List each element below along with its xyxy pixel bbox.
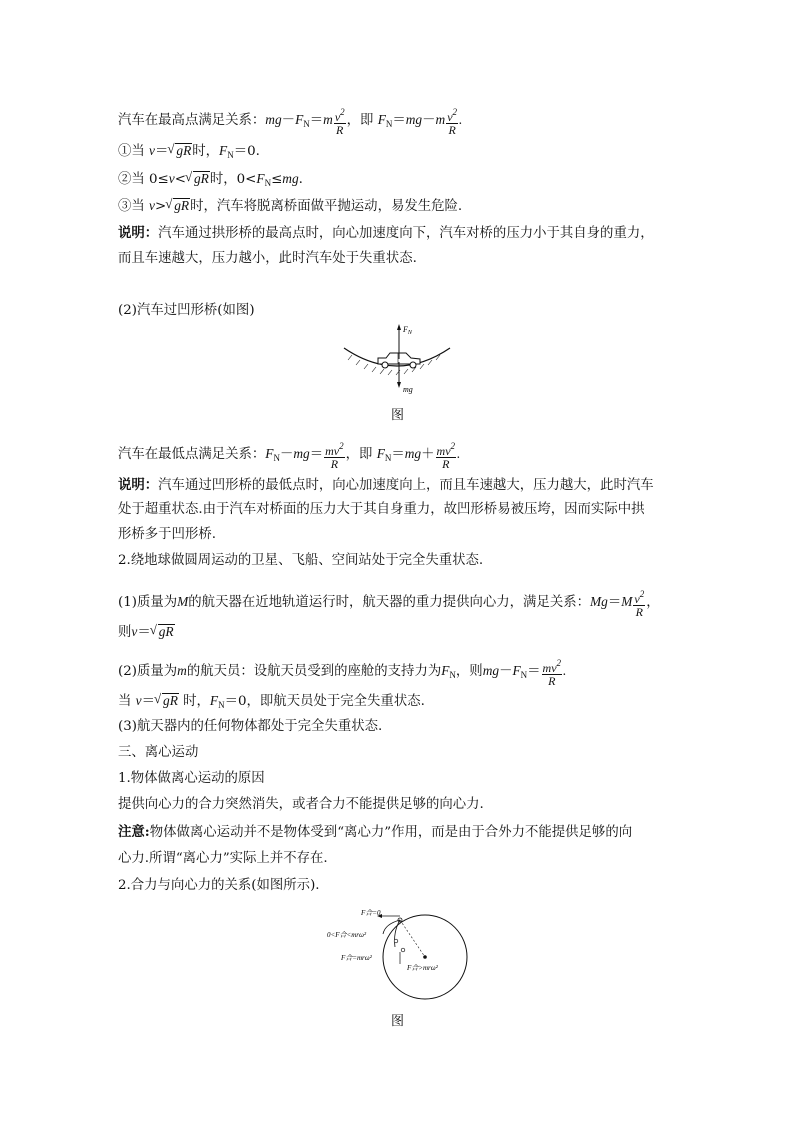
fn-label: $F_N$ bbox=[403, 325, 412, 336]
paragraph-astronaut-cont: 当 v＝√ gR 时，$F_N=0$，即航天员处于完全失重状态. bbox=[118, 692, 425, 714]
case-2: ②当 0≤v<√ gR时，$0<F_N\le mg$. bbox=[118, 170, 303, 192]
figure-caption: 图 bbox=[391, 1014, 405, 1029]
text: 汽车在最高点满足关系： bbox=[118, 113, 266, 129]
note-concave-cont: 形桥多于凹形桥. bbox=[118, 527, 216, 542]
label-f-equal: F合=mrω² bbox=[341, 954, 372, 962]
concave-bridge-figure bbox=[340, 322, 455, 402]
subsection-relation: 2.合力与向心力的关系(如图所示). bbox=[118, 878, 320, 893]
note-concave: 说明：汽车通过凹形桥的最低点时，向心加速度向上，而且车速越大，压力越大，此时汽车 bbox=[118, 477, 654, 493]
figure-caption: 图 bbox=[391, 408, 405, 423]
bottom-point-relation: 汽车在最低点满足关系：$F_N-mg=$ $\frac{mv^2}{R}$ ，即 $F_N=mg+$ $\frac{mv^2}{R}$ . bbox=[118, 441, 461, 471]
section-centrifugal: 三、离心运动 bbox=[118, 745, 199, 760]
paragraph-astronaut: (2)质量为m的航天员：设航天员受到的座舱的支持力为$F_N$，则$mg-F_N=$ $\frac{mv^2}{R}$ . bbox=[118, 658, 567, 688]
paragraph-weightless: 2.绕地球做圆周运动的卫星、飞船、空间站处于完全失重状态. bbox=[118, 553, 484, 568]
equation: $mg-F_N=m$ $\frac{v^2}{R}$ bbox=[265, 107, 345, 137]
subsection-cause: 1.物体做离心运动的原因 bbox=[118, 771, 265, 786]
top-point-relation bbox=[118, 106, 462, 136]
paragraph-spacecraft-cont: 则v＝√ gR bbox=[118, 623, 175, 642]
note-convex: 说明：汽车通过拱形桥的最高点时，向心加速度向下，汽车对桥的压力小于其自身的重力， bbox=[118, 225, 654, 241]
paragraph-spacecraft: (1)质量为M的航天器在近地轨道运行时，航天器的重力提供向心力，满足关系：Mg＝M $\frac{v^2}{R}$ ， bbox=[118, 589, 660, 619]
label-f-zero: F合=0 bbox=[361, 909, 381, 917]
note-convex-cont: 而且车速越大，压力越小，此时汽车处于失重状态. bbox=[118, 251, 417, 266]
note-concave-cont: 处于超重状态.由于汽车对桥面的压力大于其自身重力，故凹形桥易被压垮，因而实际中拱 bbox=[118, 502, 645, 517]
case-3: ③当 v>√ gR时，汽车将脱离桥面做平抛运动，易发生危险. bbox=[118, 197, 462, 216]
label-f-greater: F合>mrω² bbox=[407, 964, 438, 972]
paragraph-cause: 提供向心力的合力突然消失，或者合力不能提供足够的向心力. bbox=[118, 797, 484, 812]
note-centrifugal-cont: 心力.所谓“离心力”实际上并不存在. bbox=[118, 851, 328, 866]
note-centrifugal: 注意:物体做离心运动并不是物体受到“离心力”作用，而是由于合外力不能提供足够的向 bbox=[118, 824, 633, 840]
paragraph-objects: (3)航天器内的任何物体都处于完全失重状态. bbox=[118, 719, 383, 734]
mg-label: mg bbox=[403, 385, 413, 394]
section-concave-bridge: (2)汽车过凹形桥(如图) bbox=[118, 303, 255, 318]
text: ，即 bbox=[346, 113, 374, 129]
equation: $F_N=mg-m$ $\frac{v^2}{R}$ . bbox=[377, 107, 463, 137]
label-f-less: 0<F合<mrω² bbox=[327, 931, 367, 939]
centrifugal-figure bbox=[325, 902, 475, 1007]
case-1: ①当 v＝√ gR时，$F_N=0$. bbox=[118, 142, 260, 164]
